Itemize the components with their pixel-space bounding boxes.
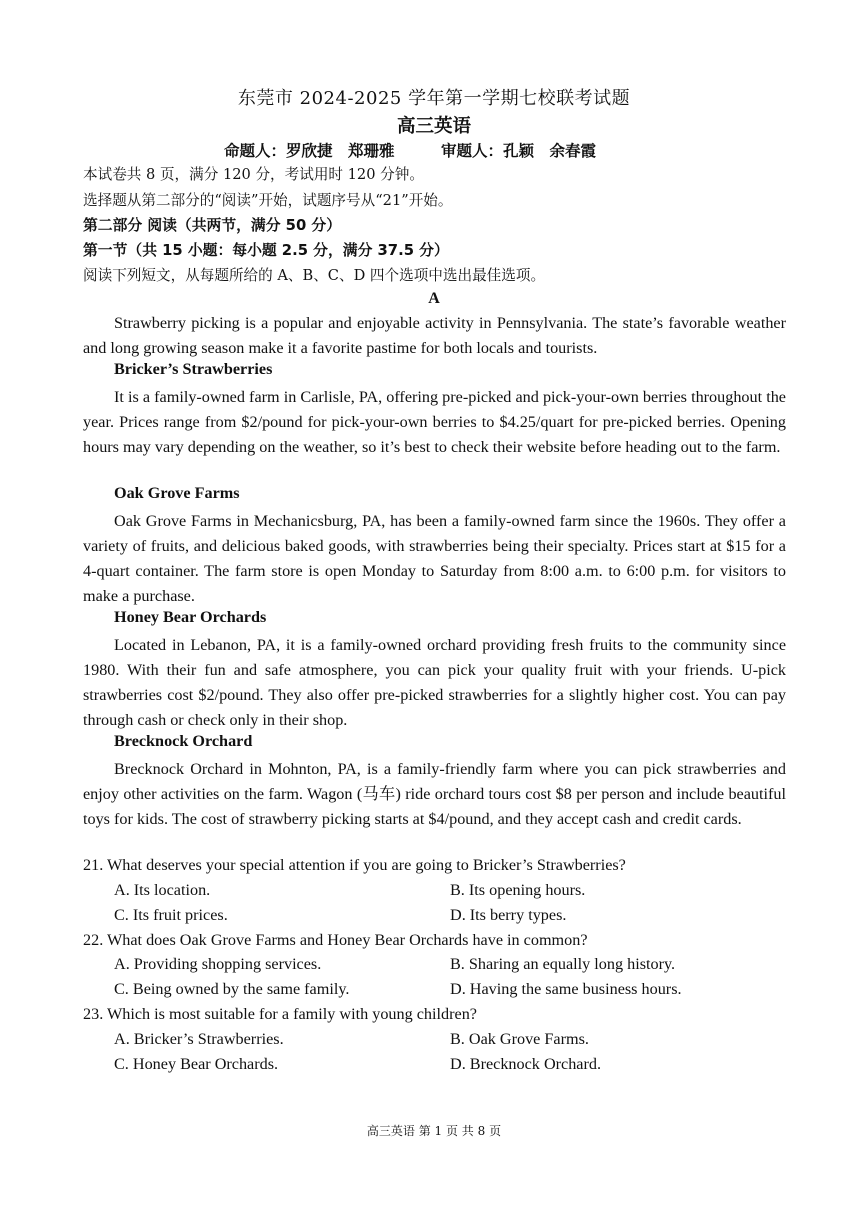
authors-line: 命题人：罗欣捷 郑珊雅 审题人：孔颖 余春霞 [224,142,597,160]
option-a: A. Bricker’s Strawberries. [114,1030,284,1048]
option-c: C. Honey Bear Orchards. [114,1055,279,1073]
page-footer: 高三英语 第 1 页 共 8 页 [366,1124,502,1138]
option-d: D. Its berry types. [450,906,567,924]
farm-paragraph: It is a family-owned farm in Carlisle, PA, offering pre-picked and pick-your-own berries throughout the year. Prices range from $2/pound for pick-your-own berries to $4.25/quart for pre-picked berries. Opening hours may vary depending on the weather, so it’s best to check their website before heading out to the farm. [83,388,786,456]
section-instruction: 阅读下列短文，从每题所给的 A、B、C、D 四个选项中选出最佳选项。 [83,267,546,284]
farm-heading: Brecknock Orchard [114,732,253,750]
question-stem: 21. What deserves your special attention if you are going to Bricker’s Strawberries? [83,856,626,874]
option-b: B. Its opening hours. [450,881,586,899]
instruction-line: 本试卷共 8 页，满分 120 分，考试用时 120 分钟。 [83,166,424,183]
option-a: A. Providing shopping services. [114,955,322,973]
option-d: D. Having the same business hours. [450,980,682,998]
option-d: D. Brecknock Orchard. [450,1055,602,1073]
farm-paragraph: Oak Grove Farms in Mechanicsburg, PA, has been a family-owned farm since the 1960s. They offer a variety of fruits, and delicious baked goods, with strawberries being their specialty. Prices start at $15 for a 4-quart container. The farm store is open Monday to Saturday from 8:00 a.m. to 6:00 p.m. for visitors to make a purchase. [83,512,786,605]
option-b: B. Oak Grove Farms. [450,1030,589,1048]
farm-paragraph: Located in Lebanon, PA, it is a family-owned orchard providing fresh fruits to the community since 1980. With their fun and safe atmosphere, you can pick your quality fruit with your friends. U-pick strawberries cost $2/pound. They also offer pre-picked strawberries for a slightly higher cost. You can pay through cash or check only in their shop. [83,636,786,729]
section-heading: 第一节（共 15 小题：每小题 2.5 分，满分 37.5 分） [83,242,449,259]
exam-title: 东莞市 2024-2025 学年第一学期七校联考试题 [237,88,631,109]
option-c: C. Its fruit prices. [114,906,228,924]
farm-paragraph: Brecknock Orchard in Mohnton, PA, is a family-friendly farm where you can pick strawberries and enjoy other activities on the farm. Wagon (马车) ride orchard tours cost $8 per person and include beautiful toys for kids. The cost of strawberry picking starts at $4/pound, and they accept cash and credit cards. [83,760,786,828]
subject-title: 高三英语 [396,116,471,137]
farm-heading: Oak Grove Farms [114,484,240,502]
farm-heading: Honey Bear Orchards [114,608,267,626]
question-stem: 22. What does Oak Grove Farms and Honey Bear Orchards have in common? [83,931,588,949]
passage-intro: Strawberry picking is a popular and enjoyable activity in Pennsylvania. The state’s favorable weather and long growing season make it a favorite pastime for both locals and tourists. [83,314,786,357]
option-c: C. Being owned by the same family. [114,980,350,998]
option-a: A. Its location. [114,881,211,899]
farm-heading: Bricker’s Strawberries [114,360,273,378]
part-heading: 第二部分 阅读（共两节，满分 50 分） [83,217,342,234]
passage-letter: A [428,290,440,307]
question-stem: 23. Which is most suitable for a family with young children? [83,1005,477,1023]
instruction-line: 选择题从第二部分的“阅读”开始，试题序号从“21”开始。 [83,192,453,209]
option-b: B. Sharing an equally long history. [450,955,676,973]
